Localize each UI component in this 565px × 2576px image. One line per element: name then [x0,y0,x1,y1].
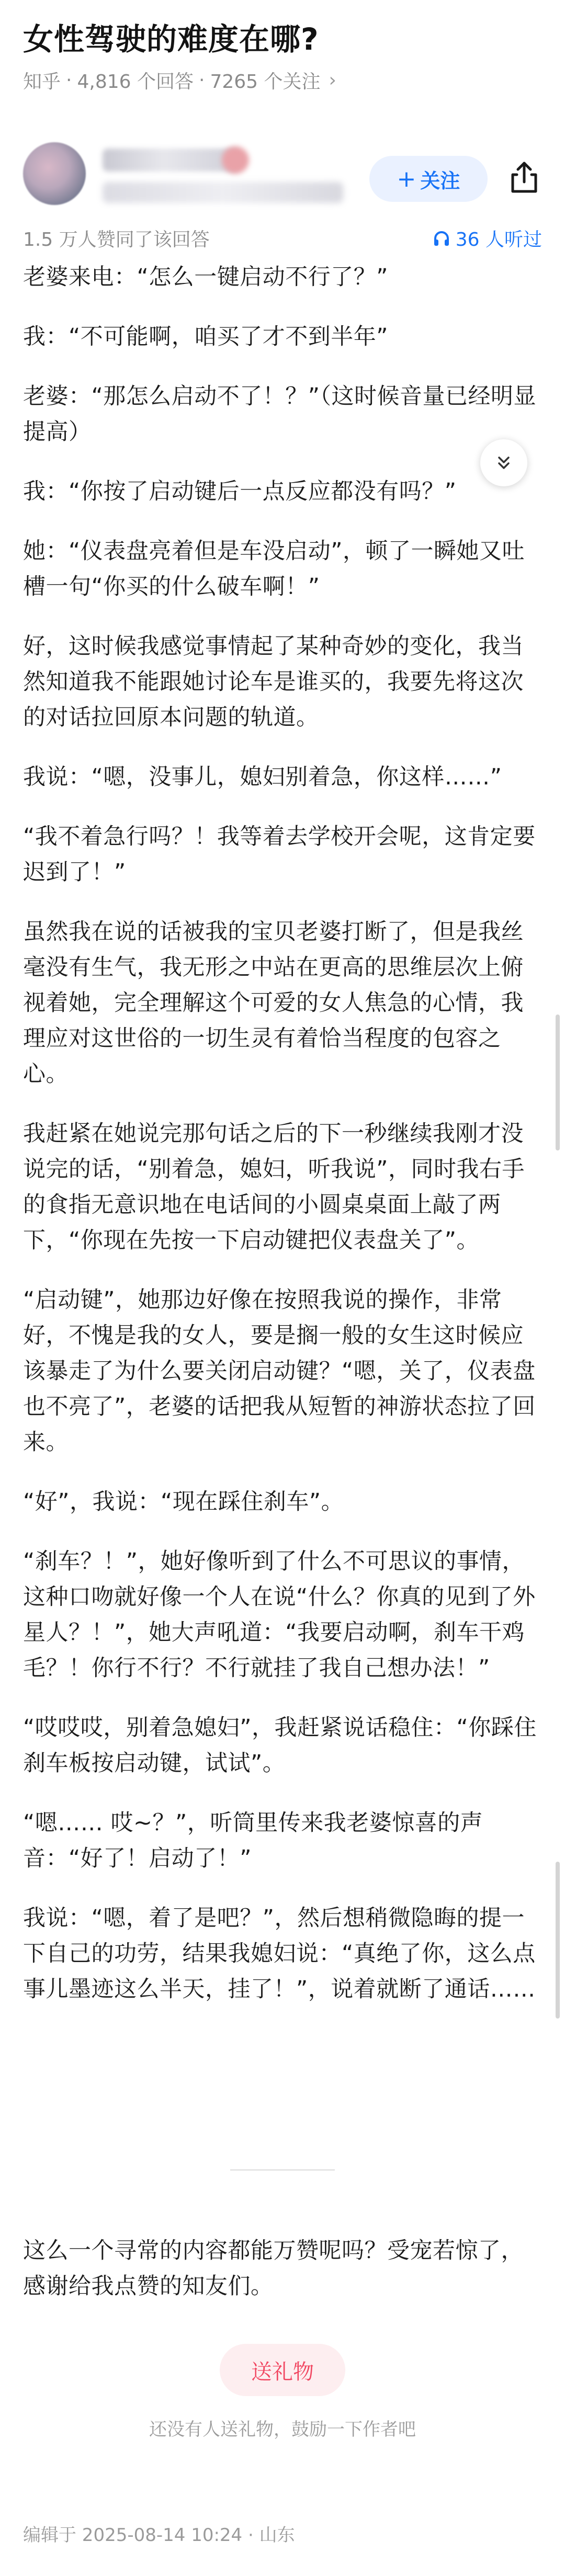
answer-paragraph: 我说：“嗯，着了是吧？”，然后想稍微隐晦的提一下自己的功劳，结果我媳妇说：“真绝了你，这么点事儿墨迹这么半天，挂了！”，说着就断了通话…… [23,1905,536,2002]
answer-paragraph: “好”，我说：“现在踩住刹车”。 [23,1489,344,1515]
headphones-icon [433,230,450,247]
chevron-right-icon: › [329,70,336,91]
scrollbar-thumb[interactable] [556,1862,560,2019]
answer-paragraph: “哎哎哎，别着急媳妇”，我赶紧说话稳住：“你踩住刹车板按启动键，试试”。 [23,1715,537,1776]
send-gift-button[interactable]: 送礼物 [220,2344,345,2396]
scrollbar-thumb[interactable] [556,1015,560,1150]
source-label: 知乎 [23,71,61,93]
answer-paragraph: 我赶紧在她说完那句话之后的下一秒继续我刚才没说完的话，“别着急，媳妇，听我说”，同时我右手的食指无意识地在电话间的小圆桌桌面上敲了两下，“你现在先按一下启动键把仪表盘关了”。 [23,1121,525,1253]
answer-paragraph: 好，这时候我感觉事情起了某种奇妙的变化，我当然知道我不能跟她讨论车是谁买的，我要先将这次的对话拉回原本问题的轨道。 [23,633,524,731]
answer-paragraph: 我：“不可能啊，咱买了才不到半年” [23,324,389,350]
collapse-button[interactable] [480,439,527,486]
answer-content [23,259,542,2031]
question-title[interactable]: 女性驾驶的难度在哪? [23,21,319,57]
answer-paragraph: 老婆：“那怎么启动不了！？”（这时候音量已经明显提高） [23,383,537,445]
gift-hint: 还没有人送礼物，鼓励一下作者吧 [149,2419,416,2440]
meta-separator: · [66,70,72,91]
answer-paragraph: 她：“仪表盘亮着但是车没启动”，顿了一瞬她又吐槽一句“你买的什么破车啊！” [23,538,525,600]
author-description-blurred [103,182,343,203]
question-meta[interactable] [23,67,336,94]
follow-count: 7265 个关注 [210,71,321,93]
closing-note: 这么一个寻常的内容都能万赞呢吗？受宠若惊了，感谢给我点赞的知友们。 [23,2238,524,2299]
double-chevron-down-icon [493,452,514,473]
content-divider [230,2169,335,2171]
share-icon[interactable] [504,158,544,198]
author-name-blurred[interactable] [103,149,239,172]
meta-separator: · [198,70,205,91]
avatar[interactable] [23,142,86,205]
answer-paragraph: 我：“你按了启动键后一点反应都没有吗？” [23,478,457,505]
author-row [23,137,546,210]
answer-paragraph: “嗯…… 哎~？”，听筒里传来我老婆惊喜的声音：“好了！启动了！” [23,1810,483,1872]
follow-button-label: 关注 [420,169,460,192]
answer-count: 4,816 个回答 [77,71,194,93]
answer-stats [23,225,542,251]
answer-paragraph: 虽然我在说的话被我的宝贝老婆打断了，但是我丝毫没有生气，我无形之中站在更高的思维层次上俯视着她，完全理解这个可爱的女人焦急的心情，我理应对这世俗的一切生灵有着恰当程度的包容之心。 [23,919,524,1087]
likes-count[interactable]: 1.5 万人赞同了该回答 [23,229,210,250]
follow-button[interactable] [369,156,488,202]
answer-paragraph: “刹车？！”，她好像听到了什么不可思议的事情，这种口吻就好像一个人在说“什么？你真的见到了外星人？！”，她大声吼道：“我要启动啊，刹车干鸡毛？！你行不行？不行就挂了我自己想办法！” [23,1548,536,1681]
listen-button[interactable] [433,225,542,252]
author-badge-blurred [222,146,249,174]
answer-paragraph: “我不着急行吗？！我等着去学校开会呢，这肯定要迟到了！” [23,824,536,885]
plus-icon: + [397,165,416,192]
answer-paragraph: 我说：“嗯，没事儿，媳妇别着急，你这样……” [23,764,502,790]
answer-paragraph: 老婆来电：“怎么一键启动不行了？” [23,264,389,290]
listen-count: 36 人听过 [455,229,542,250]
edit-timestamp: 编辑于 2025-08-14 10:24 · 山东 [23,2525,295,2546]
answer-paragraph: “启动键”，她那边好像在按照我说的操作，非常好，不愧是我的女人，要是搁一般的女生这时候应该暴走了为什么要关闭启动键？“嗯，关了，仪表盘也不亮了”，老婆的话把我从短暂的神游状态拉了回来。 [23,1287,536,1455]
